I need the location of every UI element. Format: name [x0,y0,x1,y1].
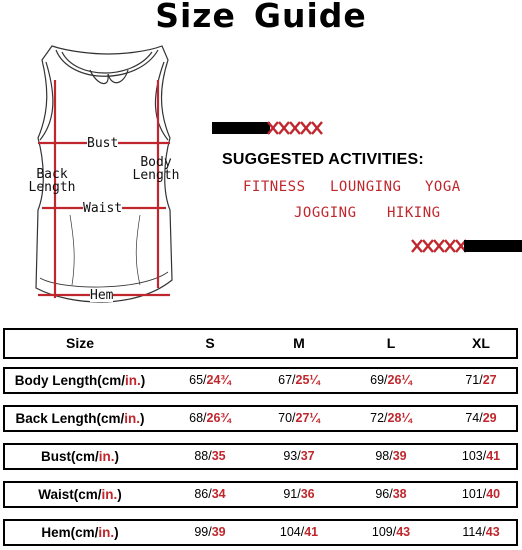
table-cell: 71/27 [465,373,497,387]
cell-cm: 68 [189,411,204,425]
cell-cm: 109 [371,525,393,539]
activity-item: LOUNGING [330,179,402,195]
table-cell: 72/28¼ [370,411,412,425]
row-unit: in. [98,525,115,540]
row-label-end: ) [140,411,145,426]
cell-cm: 99 [194,525,209,539]
cell-in: 41 [486,449,501,463]
cell-cm: 96 [375,487,390,501]
hem-label: Hem [90,288,114,303]
row-label [5,521,155,544]
header-size-l: L [386,335,396,351]
table-cell: 103/41 [461,449,501,463]
cell-in: 37 [300,449,315,463]
row-label-text: Body Length(cm/ [14,373,125,388]
title-word-2: Guide [253,0,367,35]
table-cell: 93/37 [283,449,315,463]
cell-cm: 104 [279,525,301,539]
cell-in: 26¾ [206,411,231,425]
row-label [5,369,155,392]
row-label-end: ) [117,487,122,502]
cell-in: 43 [485,525,500,539]
table-cell: 91/36 [283,487,315,501]
row-label [5,445,155,468]
row-label-end: ) [114,525,119,540]
cell-in: 40 [486,487,501,501]
cell-cm: 67 [278,373,293,387]
table-cell: 99/39 [194,525,226,539]
cell-in: 39 [211,525,226,539]
table-row [3,367,518,394]
row-unit: in. [101,487,118,502]
header-size-label: Size [65,335,94,351]
cell-cm: 74 [465,411,480,425]
decorative-bar-top [212,119,324,137]
cell-cm: 72 [370,411,385,425]
table-cell: 67/25¼ [278,373,320,387]
size-table-header [3,328,518,359]
decorative-bar-bottom [410,237,522,255]
table-row [3,519,518,546]
cell-in: 27 [482,373,497,387]
table-cell: 114/43 [462,525,500,539]
table-cell: 68/26¾ [189,411,231,425]
bust-label: Bust [87,136,119,151]
row-label-end: ) [140,373,146,388]
cell-cm: 114 [462,525,483,539]
activity-item: YOGA [425,179,461,195]
cell-cm: 71 [465,373,480,387]
activity-item: FITNESS [243,179,306,195]
cell-cm: 98 [375,449,390,463]
row-label-end: ) [114,449,119,464]
activity-item: HIKING [387,205,441,221]
table-cell: 109/43 [371,525,411,539]
row-label [5,483,155,506]
table-cell: 88/35 [194,449,226,463]
cell-in: 39 [392,449,407,463]
cell-cm: 88 [194,449,209,463]
cell-cm: 93 [283,449,298,463]
cell-cm: 70 [278,411,293,425]
cell-cm: 65 [189,373,204,387]
table-cell: 65/24¾ [189,373,231,387]
cell-in: 24¾ [206,373,231,387]
body-length-label: Body Length [132,155,180,183]
row-label-text: Back Length(cm/ [15,411,125,426]
table-cell: 104/41 [279,525,319,539]
row-label-text: Waist(cm/ [38,487,102,502]
row-label-text: Hem(cm/ [41,525,99,540]
page-title [0,0,522,35]
cell-cm: 103 [461,449,483,463]
title-word-1: Size [155,0,236,35]
table-cell: 96/38 [375,487,407,501]
header-size-s: S [205,335,215,351]
table-row [3,443,518,470]
cell-in: 28¼ [387,411,412,425]
table-cell: 74/29 [465,411,497,425]
activity-item: JOGGING [294,205,357,221]
row-unit: in. [124,411,141,426]
table-cell: 69/26¼ [370,373,412,387]
cell-cm: 69 [370,373,385,387]
cell-in: 27¼ [295,411,320,425]
cell-cm: 101 [461,487,483,501]
cell-cm: 91 [283,487,298,501]
cell-in: 29 [482,411,497,425]
table-cell: 70/27¼ [278,411,320,425]
cell-in: 43 [396,525,411,539]
activities-heading: SUGGESTED ACTIVITIES: [222,151,424,168]
row-unit: in. [125,373,141,388]
cell-in: 35 [211,449,226,463]
back-length-label: Back Length [28,167,76,195]
header-size-m: M [293,335,305,351]
cell-in: 36 [300,487,315,501]
header-size-xl: XL [472,335,490,351]
waist-label: Waist [83,201,123,216]
cell-in: 25¼ [295,373,320,387]
cell-in: 34 [211,487,226,501]
table-cell: 98/39 [375,449,407,463]
table-row [3,405,518,432]
table-cell: 101/40 [461,487,501,501]
cell-in: 41 [304,525,319,539]
row-label-text: Bust(cm/ [40,449,99,464]
row-unit: in. [98,449,115,464]
cell-cm: 86 [194,487,209,501]
row-label [5,407,155,430]
table-cell: 86/34 [194,487,226,501]
table-row [3,481,518,508]
cell-in: 26¼ [387,373,412,387]
cell-in: 38 [392,487,407,501]
